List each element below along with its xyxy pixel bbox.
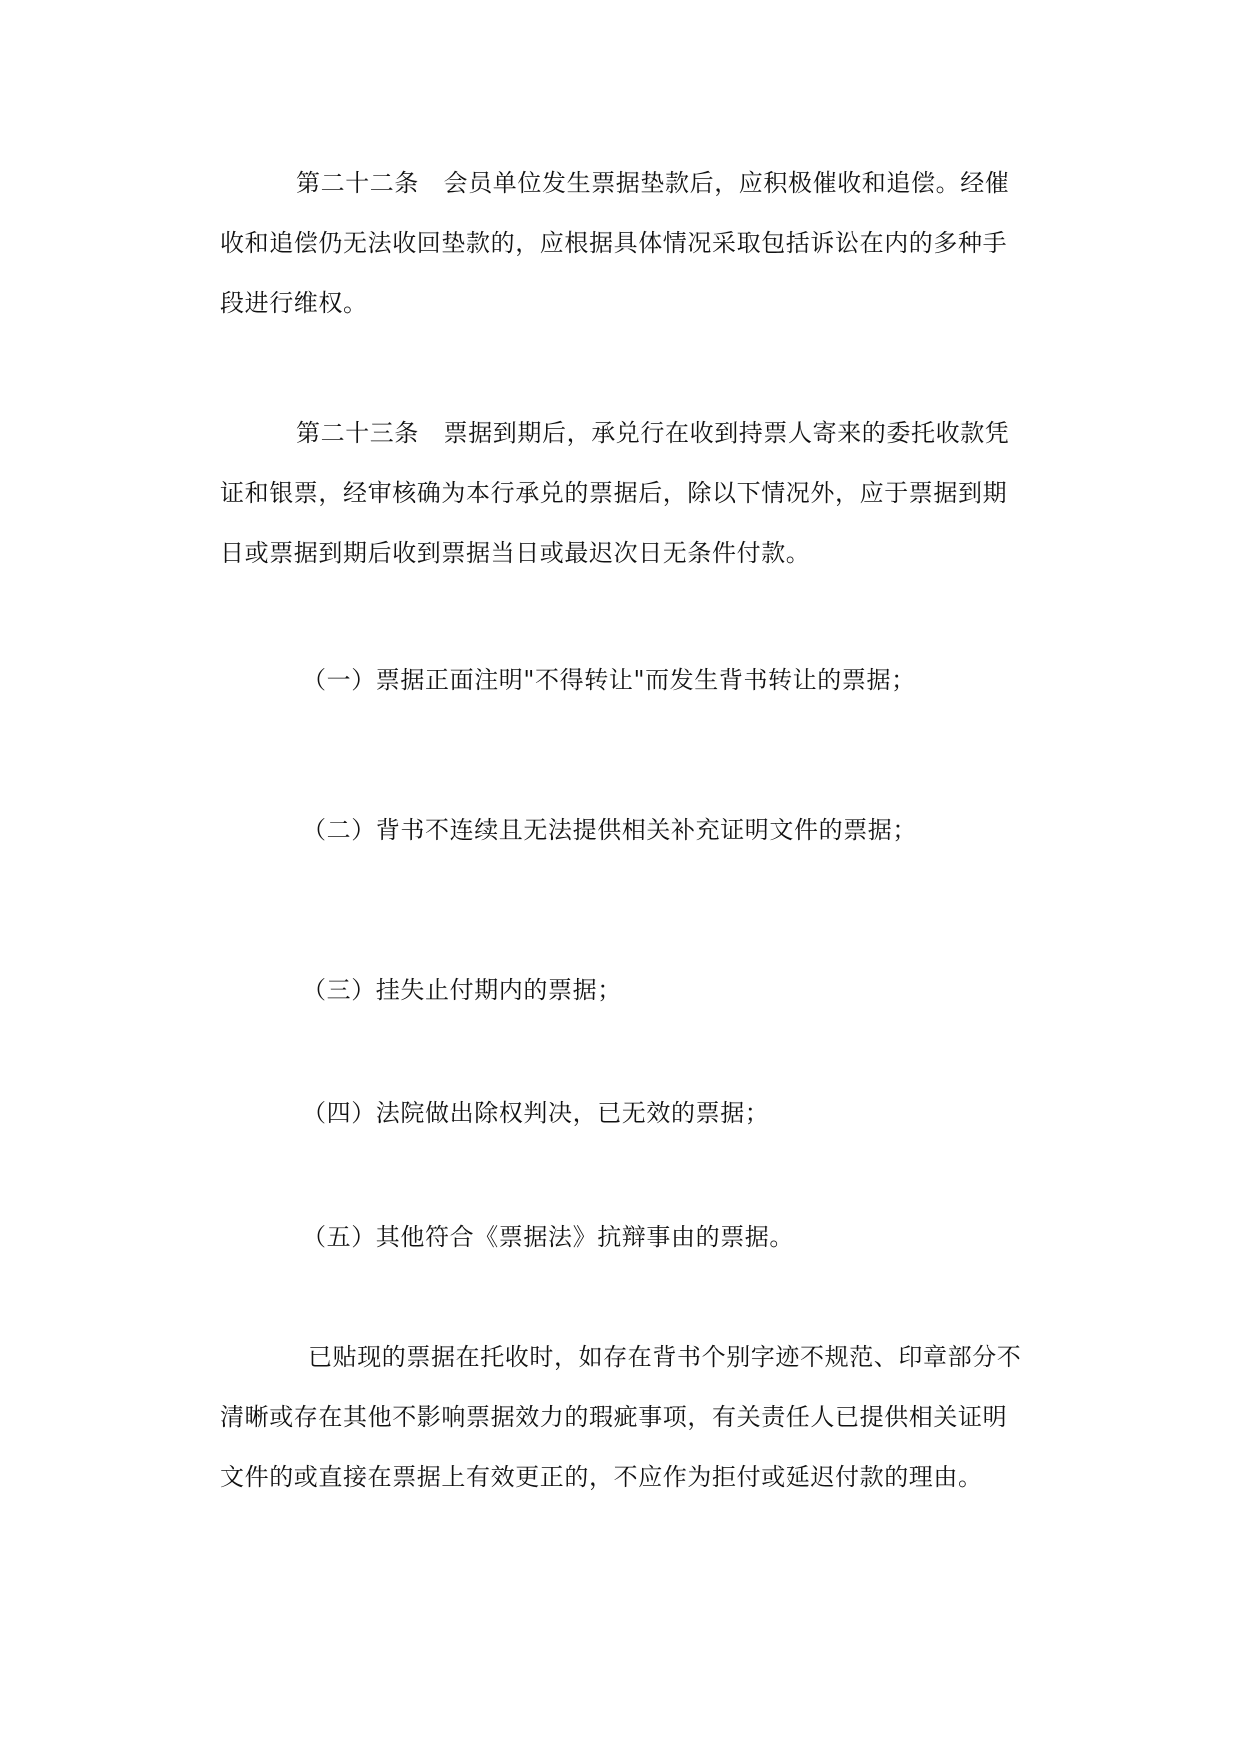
discount-note-line-1: 已贴现的票据在托收时，如存在背书个别字迹不规范、印章部分不	[308, 1343, 1022, 1371]
exception-item-4: （四）法院做出除权判决，已无效的票据；	[302, 1099, 770, 1127]
article-23-line-2: 证和银票，经审核确为本行承兑的票据后，除以下情况外，应于票据到期	[220, 479, 1008, 507]
article-22-line-3: 段进行维权。	[220, 289, 368, 317]
exception-item-5: （五）其他符合《票据法》抗辩事由的票据。	[302, 1223, 794, 1251]
exception-item-3: （三）挂失止付期内的票据；	[302, 976, 622, 1004]
discount-note-line-3: 文件的或直接在票据上有效更正的，不应作为拒付或延迟付款的理由。	[220, 1463, 983, 1491]
discount-note-line-2: 清晰或存在其他不影响票据效力的瑕疵事项，有关责任人已提供相关证明	[220, 1403, 1008, 1431]
article-23-line-3: 日或票据到期后收到票据当日或最迟次日无条件付款。	[220, 539, 811, 567]
article-23-line-1: 第二十三条 票据到期后，承兑行在收到持票人寄来的委托收款凭	[296, 419, 1010, 447]
article-22-line-2: 收和追偿仍无法收回垫款的，应根据具体情况采取包括诉讼在内的多种手	[220, 229, 1008, 257]
article-22-line-1: 第二十二条 会员单位发生票据垫款后，应积极催收和追偿。经催	[296, 169, 1010, 197]
exception-item-2: （二）背书不连续且无法提供相关补充证明文件的票据；	[302, 816, 917, 844]
exception-item-1: （一）票据正面注明"不得转让"而发生背书转让的票据；	[302, 666, 916, 694]
